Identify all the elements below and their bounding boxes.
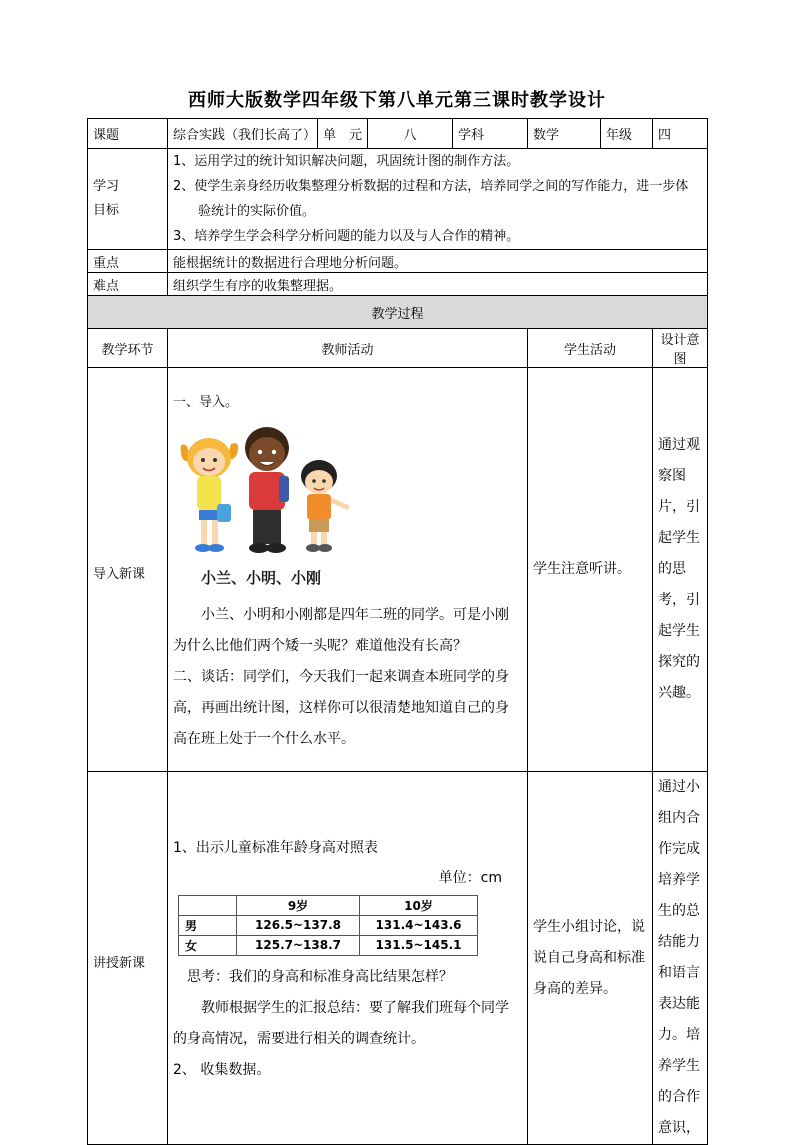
teach-student: 学生小组讨论，说说自己身高和标准身高的差异。 [528, 772, 653, 1145]
intro-row [88, 368, 708, 772]
goals-row [88, 149, 708, 250]
goals-content [168, 149, 708, 250]
goals-label: 学习 目标 [88, 149, 168, 250]
process-title: 教学过程 [88, 296, 708, 329]
unit-value: 八 [368, 119, 453, 149]
intro-talk: 二、谈话：同学们，今天我们一起来调查本班同学的身高，再画出统计图，这样你可以很清楚地知道自己的身高在班上处于一个什么水平。 [173, 668, 509, 747]
boy-small-figure [301, 460, 349, 552]
intro-intent: 通过观察图片，引起学生的思考，引起学生探究的兴趣。 [653, 368, 708, 772]
page-title: 西师大版数学四年级下第八单元第三课时教学设计 [188, 90, 606, 111]
height-standard-table [178, 895, 478, 956]
difficulty-row [88, 273, 708, 296]
height-header-cell: 9岁 [237, 895, 360, 915]
height-header-cell: 10岁 [360, 895, 478, 915]
teacher-summary: 教师根据学生的汇报总结：要了解我们班每个同学的身高情况，需要进行相关的调查统计。 [173, 999, 509, 1047]
col-teacher: 教师活动 [168, 329, 528, 368]
height-cell: 131.4~143.6 [360, 915, 478, 935]
intro-heading: 一、导入。 [173, 394, 239, 410]
topic-label: 课题 [88, 119, 168, 149]
unit-label: 单 元 [318, 119, 368, 149]
height-table-header [179, 895, 478, 915]
think-question: 思考：我们的身高和标准身高比结果怎样？ [187, 968, 453, 985]
height-header-cell [179, 895, 237, 915]
grade-label: 年级 [601, 119, 653, 149]
key-point-value: 能根据统计的数据进行合理地分析问题。 [168, 250, 708, 273]
grade-value: 四 [653, 119, 708, 149]
col-intent: 设计意图 [653, 329, 708, 368]
height-cell: 125.7~138.7 [237, 935, 360, 955]
children-illustration [179, 426, 359, 561]
step-two: 2、 收集数据。 [173, 1061, 271, 1078]
height-cell: 男 [179, 915, 237, 935]
subject-value: 数学 [528, 119, 601, 149]
goal-item: 验统计的实际价值。 [198, 204, 316, 219]
goal-item: 2、使学生亲身经历收集整理分析数据的过程和方法，培养同学之间的写作能力，进一步体 [173, 179, 689, 194]
intro-stage: 导入新课 [88, 368, 168, 772]
girl-figure [181, 438, 239, 552]
lesson-plan-table [87, 118, 708, 1145]
difficulty-value: 组织学生有序的收集整理据。 [168, 273, 708, 296]
intro-teacher [168, 368, 528, 772]
col-stage: 教学环节 [88, 329, 168, 368]
height-cell: 131.5~145.1 [360, 935, 478, 955]
subject-label: 学科 [453, 119, 528, 149]
teach-heading: 1、出示儿童标准年龄身高对照表 [173, 839, 378, 856]
header-row [88, 119, 708, 149]
goal-item: 3、培养学生学会科学分析问题的能力以及与人合作的精神。 [173, 229, 520, 244]
process-title-row [88, 296, 708, 329]
difficulty-label: 难点 [88, 273, 168, 296]
height-cell: 126.5~137.8 [237, 915, 360, 935]
height-cell: 女 [179, 935, 237, 955]
teach-stage: 讲授新课 [88, 772, 168, 1145]
height-table-row [179, 935, 478, 955]
column-header-row [88, 329, 708, 368]
unit-note: 单位：cm [438, 869, 502, 886]
goal-item: 1、运用学过的统计知识解决问题，巩固统计图的制作方法。 [173, 154, 520, 169]
intro-paragraph: 小兰、小明和小刚都是四年二班的同学。可是小刚为什么比他们两个矮一头呢？难道他没有长高？ [173, 606, 509, 654]
image-caption: 小兰、小明、小刚 [201, 568, 322, 587]
teach-intent: 通过小组内合作完成培养学生的总结能力和语言表达能力。培养学生的合作意识， [653, 772, 708, 1145]
teach-teacher [168, 772, 528, 1145]
key-point-row [88, 250, 708, 273]
key-point-label: 重点 [88, 250, 168, 273]
height-table-row [179, 915, 478, 935]
intro-student: 学生注意听讲。 [528, 368, 653, 772]
boy-tall-figure [245, 427, 289, 553]
topic-value: 综合实践（我们长高了） [168, 119, 318, 149]
teach-row [88, 772, 708, 1145]
col-student: 学生活动 [528, 329, 653, 368]
